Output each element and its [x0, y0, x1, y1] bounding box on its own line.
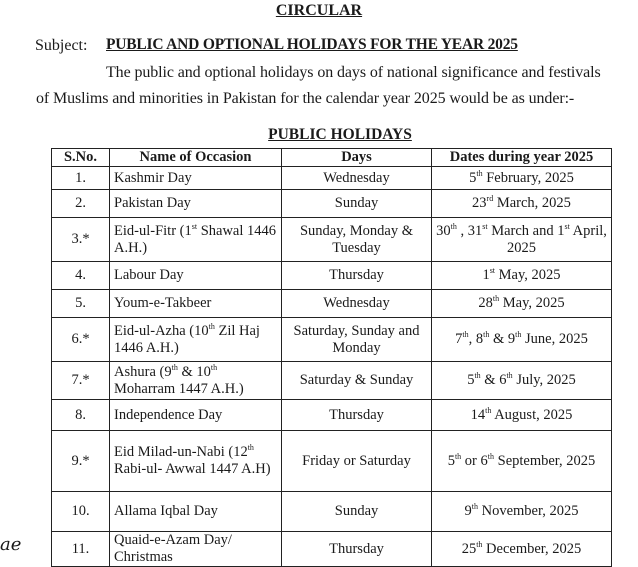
cell-occasion: Kashmir Day: [110, 167, 282, 190]
cell-days: Sunday, Monday & Tuesday: [282, 218, 432, 262]
cell-sno: 8.: [52, 400, 110, 431]
subject-text: PUBLIC AND OPTIONAL HOLIDAYS FOR THE YEAR 2025: [106, 36, 518, 53]
cell-date: 9th November, 2025: [432, 492, 612, 532]
header-dates: Dates during year 2025: [432, 149, 612, 167]
cell-occasion: Youm-e-Takbeer: [110, 290, 282, 318]
header-occasion: Name of Occasion: [110, 149, 282, 167]
cell-occasion: Independence Day: [110, 400, 282, 431]
cell-days: Friday or Saturday: [282, 431, 432, 492]
header-days: Days: [282, 149, 432, 167]
table-row: [52, 532, 612, 567]
cell-occasion: Quaid-e-Azam Day/ Christmas: [110, 532, 282, 567]
table-row: [52, 290, 612, 318]
cell-date: 1st May, 2025: [432, 262, 612, 290]
intro-paragraph-line-2: of Muslims and minorities in Pakistan for the calendar year 2025 would be as under:-: [36, 90, 575, 107]
cell-date: 25th December, 2025: [432, 532, 612, 567]
cell-date: 5th February, 2025: [432, 167, 612, 190]
cell-days: Wednesday: [282, 167, 432, 190]
cell-date: 14th August, 2025: [432, 400, 612, 431]
cell-date: 5th & 6th July, 2025: [432, 362, 612, 400]
table-row: [52, 167, 612, 190]
cell-date: 23rd March, 2025: [432, 190, 612, 218]
cell-date: 7th, 8th & 9th June, 2025: [432, 318, 612, 362]
cell-days: Wednesday: [282, 290, 432, 318]
handwritten-initials: ae: [0, 534, 22, 555]
cell-days: Thursday: [282, 262, 432, 290]
subject-label: Subject:: [35, 37, 88, 54]
cell-date: 5th or 6th September, 2025: [432, 431, 612, 492]
table-row: [52, 431, 612, 492]
cell-days: Saturday & Sunday: [282, 362, 432, 400]
cell-sno: 6.*: [52, 318, 110, 362]
cell-sno: 3.*: [52, 218, 110, 262]
table-header-row: [52, 149, 612, 167]
cell-days: Sunday: [282, 492, 432, 532]
cell-occasion: Labour Day: [110, 262, 282, 290]
table-row: [52, 318, 612, 362]
table-row: [52, 362, 612, 400]
cell-days: Saturday, Sunday and Monday: [282, 318, 432, 362]
cell-occasion: Eid-ul-Fitr (1st Shawal 1446 A.H.): [110, 218, 282, 262]
cell-sno: 10.: [52, 492, 110, 532]
cell-days: Sunday: [282, 190, 432, 218]
table-row: [52, 492, 612, 532]
table-row: [52, 262, 612, 290]
cell-sno: 5.: [52, 290, 110, 318]
cell-occasion: Eid Milad-un-Nabi (12th Rabi-ul- Awwal 1447 A.H): [110, 431, 282, 492]
table-row: [52, 218, 612, 262]
cell-sno: 1.: [52, 167, 110, 190]
cell-date: 30th , 31st March and 1st April, 2025: [432, 218, 612, 262]
cell-days: Thursday: [282, 400, 432, 431]
cell-date: 28th May, 2025: [432, 290, 612, 318]
cell-occasion: Eid-ul-Azha (10th Zil Haj 1446 A.H.): [110, 318, 282, 362]
table-row: [52, 190, 612, 218]
cell-sno: 7.*: [52, 362, 110, 400]
cell-occasion: Allama Iqbal Day: [110, 492, 282, 532]
intro-paragraph-line-1: The public and optional holidays on days of national significance and festivals: [106, 64, 601, 81]
cell-sno: 4.: [52, 262, 110, 290]
cell-sno: 2.: [52, 190, 110, 218]
section-title: PUBLIC HOLIDAYS: [268, 126, 412, 143]
cell-days: Thursday: [282, 532, 432, 567]
header-sno: S.No.: [52, 149, 110, 167]
holidays-table: [51, 148, 612, 567]
cell-sno: 11.: [52, 532, 110, 567]
cell-occasion: Ashura (9th & 10th Moharram 1447 A.H.): [110, 362, 282, 400]
cell-sno: 9.*: [52, 431, 110, 492]
cell-occasion: Pakistan Day: [110, 190, 282, 218]
table-row: [52, 400, 612, 431]
circular-heading: CIRCULAR: [275, 2, 363, 19]
